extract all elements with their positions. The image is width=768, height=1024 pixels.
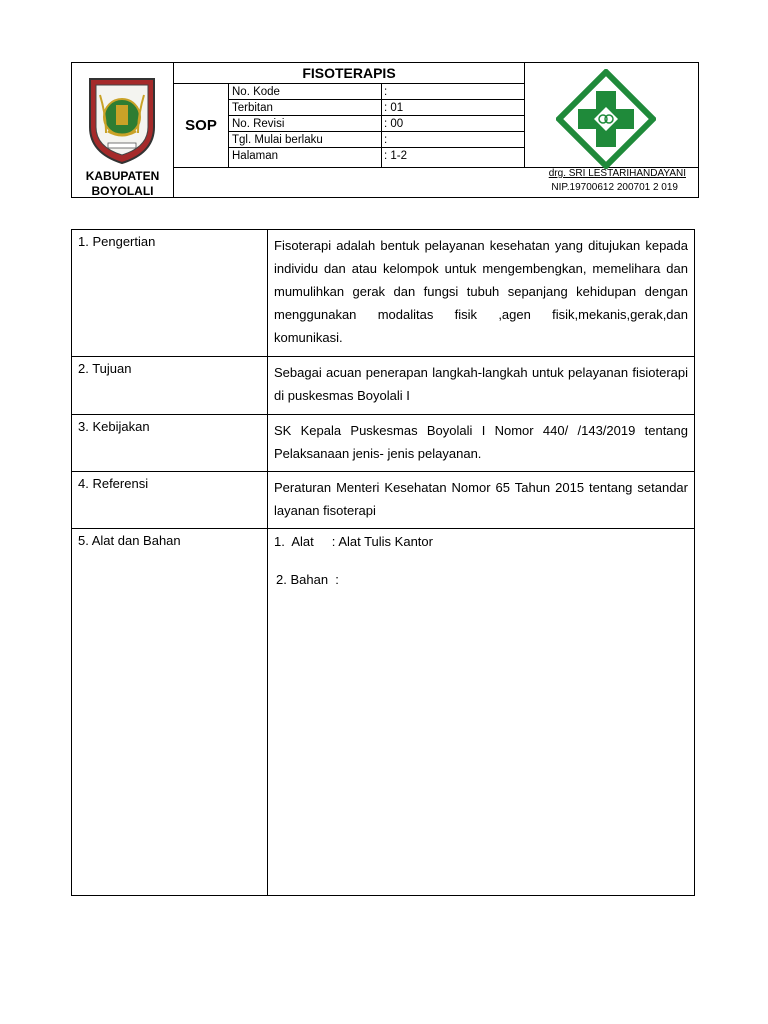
meta-label-revision: No. Revisi [232,118,285,130]
puskesmas-logo [556,69,656,169]
divider [228,99,525,100]
region-line-1: KABUPATEN [85,169,160,183]
section-text: Peraturan Menteri Kesehatan Nomor 65 Tahun 2015 tentang setandar layanan fisoterapi [268,472,695,529]
table-row [72,357,695,415]
section-text: Sebagai acuan penerapan langkah-langkah untuk pelayanan fisioterapi di puskesmas Boyolali I [268,357,695,415]
meta-label-page: Halaman [232,150,279,162]
list-item: 1. Alat : Alat Tulis Kantor [274,534,433,549]
boyolali-crest-logo [86,75,158,165]
signatory-name: drg. SRI LESTARIHANDAYANI [548,168,686,179]
meta-value-revision: : 00 [384,118,404,130]
divider [228,147,525,148]
table-row [72,230,695,357]
table-row [72,472,695,529]
sop-label: SOP [185,117,217,134]
section-text: Fisoterapi adalah bentuk pelayanan kesehatan yang ditujukan kepada individu dan atau kelompok untuk mengembengkan, memelihara dan mumulihkan gerak dan fungsi tubuh sepanjang kehidupan dengan menggunakan modalitas fisik ,agen fisik,mekanis,gerak,dan komunikasi. [268,230,695,357]
section-label: 4. Referensi [72,472,268,529]
sop-content-table [71,229,695,896]
section-label: 5. Alat dan Bahan [72,529,268,896]
divider [381,84,382,168]
meta-value-start-date: : [384,134,388,146]
meta-value-code: : [384,86,388,98]
divider [228,131,525,132]
meta-label-start-date: Tgl. Mulai berlaku [232,134,323,146]
meta-value-edition: : 01 [384,102,404,114]
divider [228,84,229,168]
section-label: 3. Kebijakan [72,415,268,472]
list-item: 2. Bahan : [276,572,339,587]
region-name [72,169,173,199]
section-text: SK Kepala Puskesmas Boyolali I Nomor 440/ /143/2019 tentang Pelaksanaan jenis- jenis pelayanan. [268,415,695,472]
meta-label-code: No. Kode [232,86,280,98]
divider [228,115,525,116]
section-label: 1. Pengertian [72,230,268,357]
signatory-nip: NIP.19700612 200701 2 019 [551,182,678,193]
table-row [72,415,695,472]
section-items [268,529,695,896]
section-label: 2. Tujuan [72,357,268,415]
divider [173,83,525,84]
region-line-2: BOYOLALI [91,184,154,198]
sop-header [71,62,699,198]
meta-value-page: : 1-2 [384,150,408,162]
document-title: FISOTERAPIS [302,65,396,81]
table-row [72,529,695,896]
spacer [274,551,688,571]
meta-label-edition: Terbitan [232,102,273,114]
